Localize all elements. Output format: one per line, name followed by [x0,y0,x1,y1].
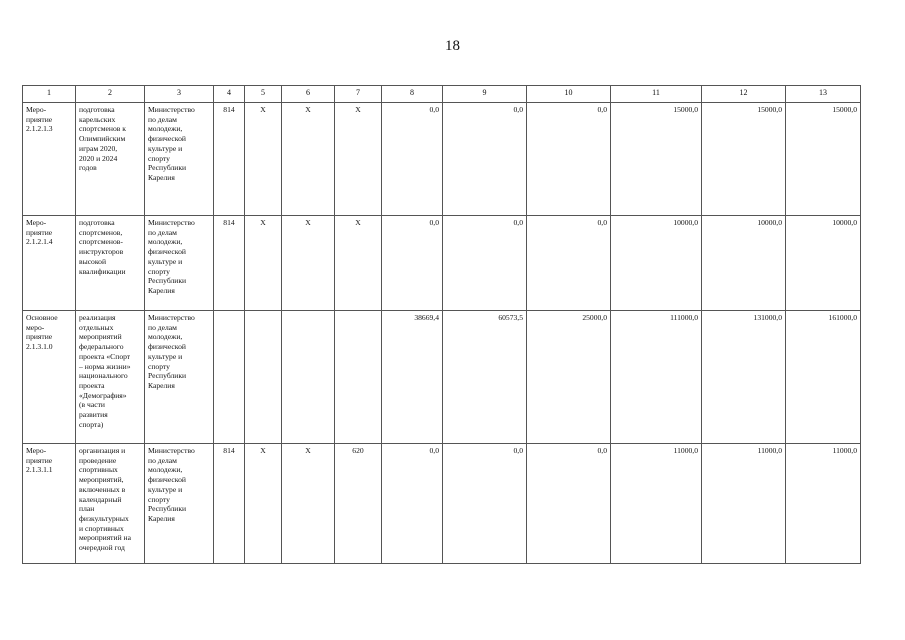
cell-col6: Х [282,216,335,311]
column-header: 5 [245,86,282,103]
cell-col10: 25000,0 [527,311,611,444]
cell-name: реализация отдельных мероприятий федерального проекта «Спорт – норма жизни» национального проекта «Демография» (в части развития спорта) [76,311,145,444]
cell-col4: 814 [214,216,245,311]
cell-col4: 814 [214,444,245,564]
page-number: 18 [445,38,460,54]
cell-col9: 0,0 [443,216,527,311]
cell-col9: 0,0 [443,103,527,216]
column-header: 1 [23,86,76,103]
budget-table [22,85,861,564]
cell-col6 [282,311,335,444]
cell-col12: 131000,0 [702,311,786,444]
column-header: 4 [214,86,245,103]
cell-executor: Министерство по делам молодежи, физической культуре и спорту Республики Карелия [145,216,214,311]
cell-col5: Х [245,444,282,564]
column-header: 12 [702,86,786,103]
cell-col12: 10000,0 [702,216,786,311]
cell-col10: 0,0 [527,216,611,311]
header-row [23,86,861,103]
cell-executor: Министерство по делам молодежи, физической культуре и спорту Республики Карелия [145,103,214,216]
cell-col11: 10000,0 [611,216,702,311]
column-header: 2 [76,86,145,103]
cell-col6: Х [282,444,335,564]
cell-col13: 10000,0 [786,216,861,311]
cell-col13: 15000,0 [786,103,861,216]
cell-executor: Министерство по делам молодежи, физической культуре и спорту Республики Карелия [145,311,214,444]
cell-col8: 0,0 [382,216,443,311]
cell-col5: Х [245,103,282,216]
cell-name: организация и проведение спортивных мероприятий, включенных в календарный план физкультурных и спортивных мероприятий на очередной год [76,444,145,564]
cell-col5: Х [245,216,282,311]
cell-col7 [335,311,382,444]
cell-col8: 38669,4 [382,311,443,444]
table-row [23,216,861,311]
cell-col12: 15000,0 [702,103,786,216]
cell-col8: 0,0 [382,444,443,564]
cell-name: подготовка спортсменов, спортсменов- инструкторов высокой квалификации [76,216,145,311]
cell-code: Основное меро- приятие 2.1.3.1.0 [23,311,76,444]
table-body [23,103,861,564]
cell-col10: 0,0 [527,444,611,564]
cell-col4: 814 [214,103,245,216]
cell-col4 [214,311,245,444]
cell-col10: 0,0 [527,103,611,216]
cell-col13: 161000,0 [786,311,861,444]
table-row [23,103,861,216]
cell-executor: Министерство по делам молодежи, физической культуре и спорту Республики Карелия [145,444,214,564]
cell-col7: 620 [335,444,382,564]
cell-code: Меро- приятие 2.1.2.1.4 [23,216,76,311]
column-header: 7 [335,86,382,103]
column-header: 8 [382,86,443,103]
cell-col6: Х [282,103,335,216]
cell-col9: 0,0 [443,444,527,564]
cell-col13: 11000,0 [786,444,861,564]
cell-col5 [245,311,282,444]
column-header: 11 [611,86,702,103]
cell-col9: 60573,5 [443,311,527,444]
cell-code: Меро- приятие 2.1.2.1.3 [23,103,76,216]
cell-name: подготовка карельских спортсменов к Олимпийским играм 2020, 2020 и 2024 годов [76,103,145,216]
table-row [23,444,861,564]
table-row [23,311,861,444]
cell-col7: Х [335,103,382,216]
cell-code: Меро- приятие 2.1.3.1.1 [23,444,76,564]
column-header: 3 [145,86,214,103]
column-header: 10 [527,86,611,103]
column-header: 6 [282,86,335,103]
cell-col8: 0,0 [382,103,443,216]
cell-col11: 15000,0 [611,103,702,216]
column-header: 13 [786,86,861,103]
cell-col7: Х [335,216,382,311]
cell-col11: 111000,0 [611,311,702,444]
column-header: 9 [443,86,527,103]
cell-col11: 11000,0 [611,444,702,564]
cell-col12: 11000,0 [702,444,786,564]
